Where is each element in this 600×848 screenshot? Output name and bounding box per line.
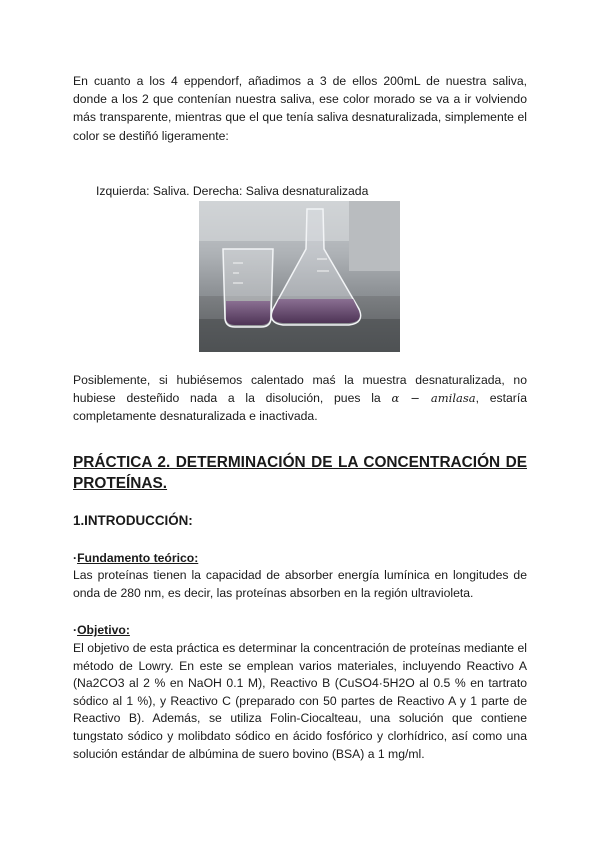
beakers-photo — [199, 201, 400, 352]
fundamento-bullet: · — [73, 551, 78, 565]
possibly-text-end: , estaría completamente desnaturalizada e inactivada. — [73, 391, 528, 424]
possibly-paragraph — [73, 371, 527, 426]
fundamento-paragraph: Las proteínas tienen la capacidad de absorber energía lumínica en longitudes de onda de 280 nm, es decir, las proteínas absorben en la región ultravioleta. — [73, 568, 527, 601]
fundamento-label: Fundamento teórico: — [77, 551, 199, 565]
beaker-glass — [223, 249, 273, 327]
objetivo-paragraph: El objetivo de esta práctica es determinar la concentración de proteínas mediante el método de Lowry. En este se emplean varios materiales, incluyendo Reactivo A (Na2CO3 al 2 % en NaOH 0.1 M), Reactivo B (CuSO4·5H2O al 0.5 % en tartrato sódico al 1 %), y Reactivo C (preparado con 50 partes de Reactivo A y 1 parte de Reactivo B). Además, se utiliza Folin-Ciocalteau, una solución que contiene tungstato sódico y molibdato sódico en ácido fosfórico y clorhídrico, así como una solución estándar de albúmina de suero bovino (BSA) a 1 mg/ml. — [73, 641, 527, 761]
objetivo-bullet: · — [73, 623, 78, 637]
figure-caption: Izquierda: Saliva. Derecha: Saliva desnaturalizada — [96, 184, 369, 198]
alpha-amylase-formula: α − amilasa — [391, 391, 476, 406]
introduction-heading: 1.INTRODUCCIÓN: — [73, 513, 193, 528]
practice-title: PRÁCTICA 2. DETERMINACIÓN DE LA CONCENTRACIÓN DE PROTEÍNAS. — [73, 454, 527, 492]
intro-paragraph: En cuanto a los 4 eppendorf, añadimos a 3 de ellos 200mL de nuestra saliva, donde a los 2 que contenían nuestra saliva, ese color morado se va a ir volviendo más transparente, mientras que el que tenía saliva desnaturalizada, simplemente el color se destiñó ligeramente: — [73, 74, 527, 143]
objetivo-heading — [73, 622, 130, 638]
fundamento-heading — [73, 550, 198, 566]
objetivo-label: Objetivo: — [77, 623, 130, 637]
possibly-text-start: Posiblemente, si hubiésemos calentado maś la muestra desnaturalizada, no hubiese desteñido nada a la disolución, pues la — [73, 373, 527, 406]
